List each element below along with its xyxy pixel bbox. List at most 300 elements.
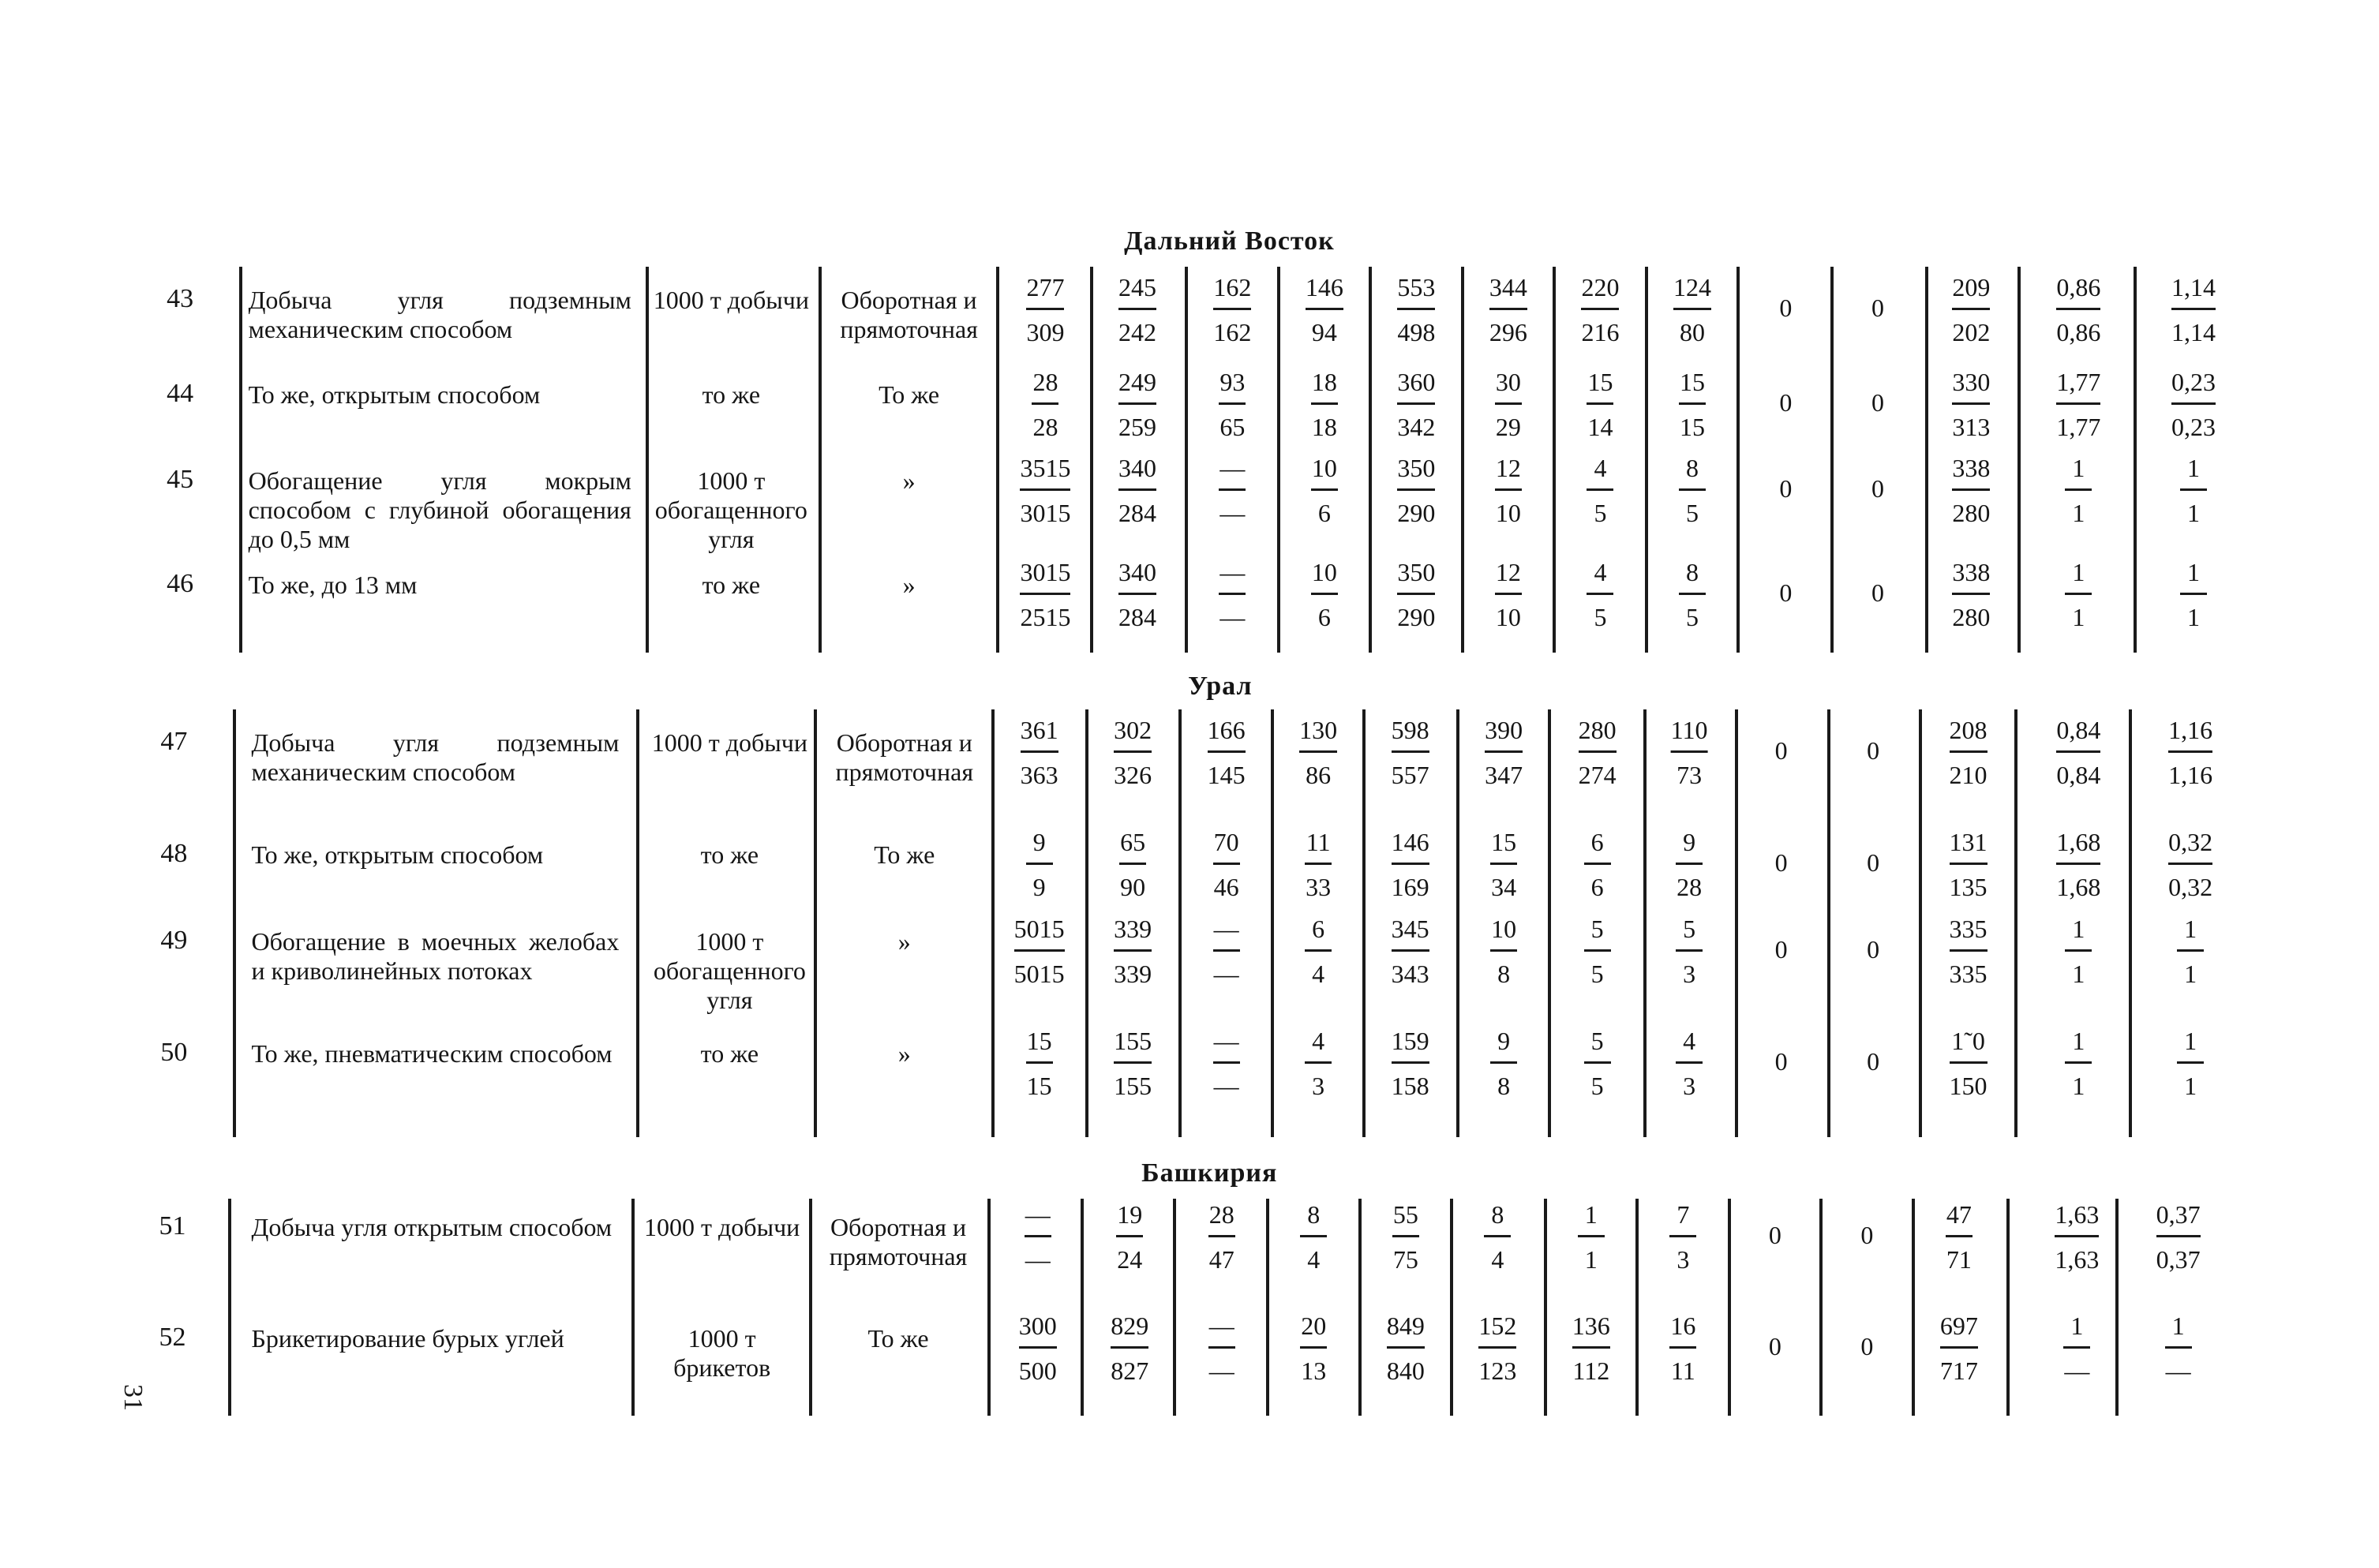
fraction-numerator: 5 — [1590, 1027, 1604, 1056]
section-title: Урал — [1188, 671, 1253, 701]
fraction-bar — [1114, 750, 1152, 753]
fraction-numerator: 553 — [1397, 272, 1436, 301]
fraction-bar — [1213, 1061, 1240, 1064]
fraction-denominator: 1,68 — [2056, 872, 2101, 901]
fraction-cell — [1679, 558, 1706, 631]
fraction-numerator: 0,32 — [2168, 827, 2213, 856]
fraction-denominator: 5 — [1594, 602, 1607, 631]
fraction-cell — [1397, 558, 1435, 631]
row-unit: 1000 т обогащенного угля — [654, 466, 807, 553]
fraction-bar — [1119, 863, 1146, 865]
fraction-denominator: 342 — [1397, 413, 1436, 442]
column-rule — [1553, 267, 1556, 653]
fraction-numerator: 209 — [1952, 272, 1991, 301]
fraction-bar — [2180, 488, 2207, 491]
fraction-denominator: 5015 — [1013, 960, 1065, 989]
fraction-numerator: 12 — [1495, 557, 1521, 586]
fraction-bar — [2056, 863, 2100, 865]
fraction-bar — [1397, 593, 1435, 595]
fraction-bar — [2056, 308, 2100, 310]
row-water-supply: То же — [879, 380, 940, 410]
fraction-numerator: 350 — [1397, 557, 1436, 586]
coefficient-cell — [2177, 1027, 2204, 1100]
fraction-denominator: 71 — [1946, 1244, 1972, 1274]
fraction-cell — [1679, 368, 1706, 441]
coefficient-cell — [1950, 716, 1987, 789]
fraction-bar — [1306, 308, 1343, 310]
fraction-denominator: 155 — [1114, 1072, 1152, 1101]
fraction-numerator: 11 — [1306, 827, 1331, 856]
fraction-cell — [1490, 915, 1517, 988]
fraction-cell — [1300, 1312, 1327, 1385]
fraction-denominator: 18 — [1311, 413, 1337, 442]
row-description: То же, открытым способом — [248, 380, 541, 410]
fraction-denominator: 0,37 — [2156, 1244, 2201, 1274]
fraction-denominator: 280 — [1952, 498, 1991, 527]
column-rule — [1277, 267, 1280, 653]
fraction-bar — [1300, 1346, 1327, 1349]
fraction-denominator: — — [1025, 1244, 1051, 1274]
fraction-denominator: 1,77 — [2056, 413, 2101, 442]
fraction-numerator: 335 — [1949, 915, 1987, 944]
fraction-denominator: 33 — [1306, 872, 1332, 901]
fraction-denominator: 1 — [2072, 498, 2085, 527]
fraction-denominator: 135 — [1949, 872, 1987, 901]
fraction-cell — [1208, 1312, 1235, 1385]
fraction-bar — [1397, 488, 1435, 491]
fraction-denominator: 339 — [1114, 960, 1152, 989]
fraction-cell — [1213, 1027, 1240, 1100]
zero-value: 0 — [1779, 388, 1793, 417]
fraction-numerator: 345 — [1391, 915, 1429, 944]
fraction-cell — [1392, 828, 1429, 901]
fraction-denominator: 290 — [1397, 498, 1436, 527]
column-rule — [1544, 1199, 1547, 1416]
zero-value: 0 — [1774, 935, 1788, 964]
fraction-denominator: 557 — [1391, 760, 1429, 789]
fraction-bar — [2177, 949, 2204, 952]
fraction-bar — [2065, 1061, 2092, 1064]
fraction-cell — [1311, 368, 1338, 441]
column-rule — [991, 709, 995, 1137]
zero-value: 0 — [1867, 1047, 1880, 1076]
fraction-numerator: 152 — [1478, 1312, 1517, 1341]
zero-value: 0 — [1774, 848, 1788, 877]
fraction-bar — [1940, 1346, 1978, 1349]
fraction-bar — [1952, 308, 1990, 310]
fraction-cell — [1020, 558, 1070, 631]
row-number: 48 — [160, 838, 188, 868]
column-rule — [1736, 267, 1740, 653]
fraction-cell — [1118, 368, 1156, 441]
fraction-denominator: 274 — [1578, 760, 1617, 789]
fraction-cell — [1584, 915, 1611, 988]
fraction-numerator: 7 — [1677, 1199, 1690, 1229]
fraction-numerator: 1 — [2187, 557, 2200, 586]
fraction-numerator: 1 — [2171, 1312, 2185, 1341]
fraction-bar — [1952, 488, 1990, 491]
zero-value: 0 — [1871, 293, 1884, 322]
fraction-numerator: 1 — [2072, 1027, 2085, 1056]
fraction-bar — [1495, 593, 1522, 595]
fraction-numerator: 162 — [1213, 272, 1252, 301]
fraction-numerator: — — [1025, 1199, 1051, 1229]
row-unit: то же — [700, 1039, 759, 1068]
fraction-denominator: 73 — [1677, 760, 1703, 789]
fraction-denominator: 28 — [1677, 872, 1703, 901]
column-rule — [1266, 1199, 1269, 1416]
fraction-cell — [1587, 368, 1613, 441]
fraction-numerator: 6 — [1590, 827, 1604, 856]
fraction-bar — [1676, 863, 1703, 865]
row-water-supply: » — [902, 570, 916, 599]
fraction-numerator: 1 — [2072, 453, 2085, 482]
fraction-bar — [1669, 1346, 1696, 1349]
coefficient-cell — [1946, 1200, 1973, 1274]
fraction-denominator: 4 — [1307, 1244, 1321, 1274]
fraction-denominator: 284 — [1118, 498, 1156, 527]
column-rule — [1173, 1199, 1176, 1416]
fraction-denominator: 4 — [1491, 1244, 1504, 1274]
fraction-denominator: 1 — [2184, 1072, 2197, 1101]
fraction-denominator: 309 — [1026, 317, 1065, 346]
fraction-bar — [1219, 488, 1246, 491]
fraction-numerator: 277 — [1026, 272, 1065, 301]
coefficient-cell — [2168, 828, 2212, 901]
fraction-cell — [1020, 454, 1070, 527]
fraction-cell — [1019, 1312, 1057, 1385]
fraction-bar — [1490, 863, 1517, 865]
column-rule — [1271, 709, 1274, 1137]
fraction-bar — [1587, 488, 1613, 491]
zero-value: 0 — [1779, 473, 1793, 503]
coefficient-cell — [1952, 454, 1990, 527]
fraction-denominator: 343 — [1391, 960, 1429, 989]
fraction-numerator: 15 — [1679, 368, 1705, 397]
fraction-bar — [2065, 488, 2092, 491]
fraction-cell — [1219, 454, 1246, 527]
fraction-numerator: 4 — [1594, 557, 1607, 586]
fraction-bar — [1299, 750, 1337, 753]
fraction-cell — [1397, 454, 1435, 527]
fraction-cell — [1213, 828, 1240, 901]
column-rule — [2017, 267, 2021, 653]
fraction-bar — [1950, 949, 1987, 952]
coefficient-cell — [2065, 558, 2092, 631]
fraction-numerator: 4 — [1312, 1027, 1325, 1056]
fraction-cell — [1490, 1027, 1517, 1100]
row-description: Обогащение в моечных желобах и криволинейных потоках — [251, 927, 620, 986]
fraction-denominator: 65 — [1219, 413, 1246, 442]
row-number: 50 — [160, 1038, 188, 1068]
fraction-cell — [1026, 273, 1064, 346]
fraction-numerator: 1 — [2070, 1312, 2084, 1341]
fraction-numerator: 330 — [1952, 368, 1991, 397]
fraction-bar — [1392, 1061, 1429, 1064]
fraction-cell — [1392, 716, 1429, 789]
column-rule — [819, 267, 822, 653]
fraction-numerator: 166 — [1207, 715, 1246, 744]
fraction-bar — [1208, 750, 1246, 753]
fraction-numerator: 280 — [1578, 715, 1617, 744]
fraction-numerator: 93 — [1219, 368, 1246, 397]
coefficient-cell — [2065, 454, 2092, 527]
coefficient-cell — [1952, 273, 1990, 346]
fraction-denominator: 1 — [1584, 1244, 1598, 1274]
fraction-numerator: 0,23 — [2171, 368, 2216, 397]
row-unit: 1000 т брикетов — [673, 1324, 771, 1383]
fraction-denominator: 75 — [1392, 1244, 1418, 1274]
fraction-cell — [1305, 828, 1332, 901]
zero-value: 0 — [1779, 578, 1793, 607]
fraction-cell — [1587, 454, 1613, 527]
row-description: Обогащение угля мокрым способом с глубиной обогащения до 0,5 мм — [248, 466, 631, 553]
fraction-numerator: 1,14 — [2171, 272, 2216, 301]
zero-value: 0 — [1867, 848, 1880, 877]
coefficient-cell — [2065, 915, 2092, 988]
column-rule — [1085, 709, 1088, 1137]
fraction-denominator: 717 — [1939, 1357, 1978, 1386]
fraction-bar — [1114, 949, 1152, 952]
row-number: 49 — [160, 926, 188, 956]
fraction-bar — [1208, 1235, 1235, 1237]
column-rule — [1461, 267, 1464, 653]
fraction-bar — [1305, 949, 1332, 952]
column-rule — [2129, 709, 2132, 1137]
column-rule — [2006, 1199, 2010, 1416]
fraction-denominator: 28 — [1032, 413, 1058, 442]
fraction-denominator: 347 — [1485, 760, 1523, 789]
fraction-numerator: — — [1219, 453, 1246, 482]
fraction-denominator: — — [1219, 602, 1246, 631]
zero-value: 0 — [1871, 473, 1884, 503]
fraction-numerator: 1,63 — [2055, 1199, 2100, 1229]
fraction-cell — [1305, 915, 1332, 988]
fraction-bar — [1305, 863, 1332, 865]
fraction-cell — [1397, 368, 1435, 441]
column-rule — [1178, 709, 1182, 1137]
fraction-denominator: 0,23 — [2171, 413, 2216, 442]
fraction-numerator: 338 — [1952, 453, 1991, 482]
fraction-numerator: — — [1213, 915, 1239, 944]
fraction-denominator: 10 — [1495, 498, 1521, 527]
row-water-supply: » — [902, 466, 916, 495]
fraction-numerator: 5 — [1590, 915, 1604, 944]
fraction-denominator: 202 — [1952, 317, 1991, 346]
fraction-numerator: 3015 — [1020, 557, 1071, 586]
fraction-bar — [1584, 949, 1611, 952]
fraction-bar — [1673, 308, 1711, 310]
column-rule — [1735, 709, 1738, 1137]
row-description: Добыча угля подземным механическим способом — [248, 285, 631, 343]
fraction-bar — [2065, 949, 2092, 952]
fraction-bar — [1311, 593, 1338, 595]
row-unit: 1000 т добычи — [644, 1212, 800, 1241]
fraction-bar — [1208, 1346, 1235, 1349]
fraction-numerator: 1,16 — [2168, 715, 2213, 744]
fraction-numerator: 0,86 — [2056, 272, 2101, 301]
fraction-denominator: 29 — [1495, 413, 1521, 442]
fraction-bar — [1114, 1061, 1152, 1064]
fraction-denominator: 3 — [1683, 960, 1696, 989]
fraction-cell — [1392, 1027, 1429, 1100]
column-rule — [1548, 709, 1551, 1137]
fraction-numerator: 12 — [1495, 453, 1521, 482]
fraction-denominator: 5 — [1685, 602, 1699, 631]
fraction-bar — [1311, 488, 1338, 491]
fraction-denominator: 827 — [1111, 1357, 1149, 1386]
fraction-bar — [1118, 593, 1156, 595]
fraction-bar — [2171, 402, 2216, 405]
fraction-bar — [1213, 949, 1240, 952]
fraction-bar — [1392, 750, 1429, 753]
fraction-bar — [2177, 1061, 2204, 1064]
coefficient-cell — [2171, 368, 2216, 441]
zero-value: 0 — [1860, 1332, 1874, 1361]
fraction-bar — [1679, 402, 1706, 405]
fraction-numerator: 110 — [1670, 715, 1708, 744]
coefficient-cell — [2168, 716, 2212, 789]
column-rule — [1362, 709, 1366, 1137]
fraction-bar — [1584, 863, 1611, 865]
row-description: Добыча угля подземным механическим способом — [251, 728, 620, 786]
fraction-cell — [1114, 915, 1152, 988]
row-unit: 1000 т добычи — [651, 728, 808, 757]
coefficient-cell — [2063, 1312, 2090, 1385]
fraction-denominator: 6 — [1317, 498, 1331, 527]
fraction-denominator: 326 — [1114, 760, 1152, 789]
fraction-cell — [1387, 1312, 1425, 1385]
fraction-bar — [1392, 863, 1429, 865]
fraction-cell — [1478, 1312, 1516, 1385]
column-rule — [1369, 267, 1372, 653]
coefficient-cell — [2056, 273, 2100, 346]
fraction-denominator: 210 — [1949, 760, 1987, 789]
fraction-denominator: 363 — [1020, 760, 1058, 789]
column-rule — [1830, 267, 1834, 653]
fraction-cell — [1116, 1200, 1143, 1274]
fraction-denominator: 5 — [1685, 498, 1699, 527]
fraction-denominator: 5 — [1590, 1072, 1604, 1101]
fraction-numerator: 10 — [1311, 453, 1337, 482]
fraction-numerator: 28 — [1032, 368, 1058, 397]
zero-value: 0 — [1779, 293, 1793, 322]
coefficient-cell — [2171, 273, 2216, 346]
row-unit: 1000 т обогащенного угля — [653, 927, 806, 1015]
coefficient-cell — [2055, 1200, 2099, 1274]
fraction-bar — [1392, 949, 1429, 952]
fraction-cell — [1219, 368, 1246, 441]
fraction-numerator: 136 — [1572, 1312, 1610, 1341]
column-rule — [1645, 267, 1648, 653]
fraction-cell — [1679, 454, 1706, 527]
fraction-numerator: 28 — [1208, 1199, 1234, 1229]
fraction-bar — [1584, 1061, 1611, 1064]
fraction-denominator: 1,14 — [2171, 317, 2216, 346]
fraction-denominator: 47 — [1208, 1244, 1234, 1274]
fraction-cell — [1584, 1027, 1611, 1100]
column-rule — [2014, 709, 2017, 1137]
fraction-denominator: 0,86 — [2056, 317, 2101, 346]
column-rule — [1358, 1199, 1362, 1416]
fraction-bar — [1490, 1061, 1517, 1064]
fraction-denominator: 158 — [1391, 1072, 1429, 1101]
fraction-numerator: 340 — [1118, 557, 1156, 586]
fraction-numerator: 249 — [1118, 368, 1156, 397]
fraction-bar — [1300, 1235, 1327, 1237]
fraction-denominator: 8 — [1497, 960, 1511, 989]
fraction-numerator: 302 — [1114, 715, 1152, 744]
fraction-bar — [1021, 750, 1058, 753]
fraction-numerator: 300 — [1018, 1312, 1057, 1341]
fraction-numerator: 390 — [1485, 715, 1523, 744]
fraction-bar — [1118, 308, 1156, 310]
fraction-bar — [1581, 308, 1619, 310]
fraction-bar — [1213, 863, 1240, 865]
fraction-bar — [1950, 750, 1987, 753]
fraction-bar — [1495, 488, 1522, 491]
fraction-numerator: 3515 — [1020, 453, 1071, 482]
fraction-cell — [1673, 273, 1711, 346]
column-rule — [1185, 267, 1188, 653]
fraction-numerator: 829 — [1111, 1312, 1149, 1341]
fraction-numerator: 6 — [1312, 915, 1325, 944]
fraction-denominator: 150 — [1949, 1072, 1987, 1101]
row-description: То же, до 13 мм — [248, 570, 418, 599]
fraction-numerator: 4 — [1594, 453, 1607, 482]
fraction-cell — [1026, 1027, 1053, 1100]
column-rule — [2115, 1199, 2119, 1416]
fraction-numerator: 18 — [1311, 368, 1337, 397]
fraction-bar — [1219, 593, 1246, 595]
column-rule — [1827, 709, 1830, 1137]
fraction-numerator: 8 — [1307, 1199, 1321, 1229]
fraction-denominator: 10 — [1495, 602, 1521, 631]
fraction-cell — [1495, 368, 1522, 441]
coefficient-cell — [2056, 368, 2100, 441]
fraction-bar — [1118, 402, 1156, 405]
fraction-denominator: 90 — [1120, 872, 1146, 901]
zero-value: 0 — [1774, 735, 1788, 765]
row-unit: 1000 т добычи — [653, 285, 809, 314]
fraction-denominator: — — [2165, 1357, 2191, 1386]
row-number: 51 — [159, 1211, 186, 1241]
coefficient-cell — [2177, 915, 2204, 988]
fraction-cell — [1581, 273, 1619, 346]
fraction-numerator: 65 — [1120, 827, 1146, 856]
fraction-denominator: 112 — [1572, 1357, 1610, 1386]
fraction-bar — [1676, 949, 1703, 952]
fraction-numerator: 10 — [1491, 915, 1517, 944]
coefficient-cell — [2056, 716, 2100, 789]
fraction-numerator: 1 — [2187, 453, 2200, 482]
row-description: Брикетирование бурых углей — [251, 1324, 564, 1353]
coefficient-cell — [2180, 454, 2207, 527]
fraction-denominator: 242 — [1118, 317, 1156, 346]
fraction-denominator: 259 — [1118, 413, 1156, 442]
fraction-denominator: 1,16 — [2168, 760, 2213, 789]
fraction-bar — [1116, 1235, 1143, 1237]
fraction-denominator: 11 — [1670, 1357, 1695, 1386]
fraction-cell — [1489, 273, 1527, 346]
fraction-bar — [1026, 1061, 1053, 1064]
row-water-supply: То же — [867, 1324, 929, 1353]
row-water-supply: » — [897, 927, 911, 956]
fraction-denominator: 6 — [1590, 872, 1604, 901]
fraction-denominator: 1 — [2072, 960, 2085, 989]
fraction-denominator: 13 — [1301, 1357, 1327, 1386]
fraction-numerator: 9 — [1683, 827, 1696, 856]
